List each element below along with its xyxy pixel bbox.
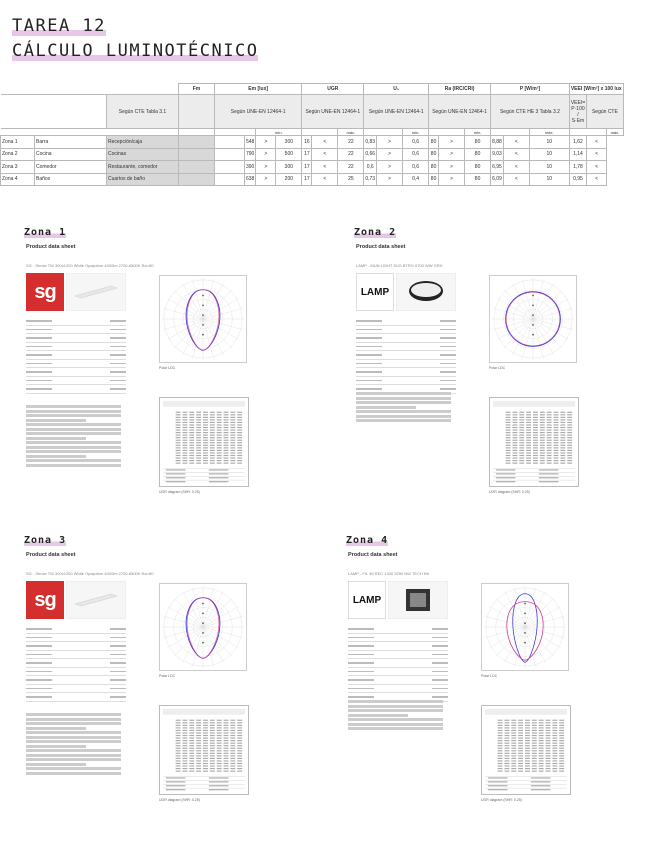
brand-logo: sg <box>26 581 64 619</box>
sub-ugr: máx. <box>338 129 364 136</box>
cell-em-ref: 300 <box>276 161 302 174</box>
ugr-caption: UGR diagram (SHR: 0.25) <box>481 798 522 802</box>
col-em: Em [lux] <box>215 84 302 95</box>
product-name: LAMP - FIL 45 REC 1400 3250 NW TECH BK <box>348 571 430 576</box>
cell-p-ref: 10 <box>529 173 569 186</box>
col-fm: Fm <box>179 84 215 95</box>
cell-ra-op: > <box>439 173 465 186</box>
ugr-diagram <box>489 397 579 487</box>
cell-u0-op: > <box>377 148 403 161</box>
cell-em: 638 <box>245 173 256 186</box>
spec-table <box>26 317 126 394</box>
cell-p: 6,09 <box>491 173 504 186</box>
cell-empty <box>179 136 215 149</box>
cell-p-op: < <box>503 173 529 186</box>
product-image <box>396 273 456 311</box>
cell-u0: 0,66 <box>364 148 377 161</box>
product-image <box>66 273 126 311</box>
cell-ugr-ref: 22 <box>338 161 364 174</box>
cell-ugr-op: < <box>312 136 338 149</box>
ugr-caption: UGR diagram (SHR: 0.25) <box>489 490 530 494</box>
zone-section <box>24 528 324 828</box>
zone-section <box>24 220 324 520</box>
cell-zone: Zona 1 <box>1 136 35 149</box>
zone-title: Zona 2 <box>354 227 397 238</box>
cell-use: Restaurante, comedor <box>107 161 179 174</box>
cell-veei-op: < <box>587 148 607 161</box>
cell-u0: 0,6 <box>364 161 377 174</box>
cell-em: 790 <box>245 148 256 161</box>
spec-table <box>348 625 448 702</box>
polar-caption: Polar LDC <box>159 366 176 370</box>
cell-name: Barra <box>35 136 107 149</box>
cell-em: 390 <box>245 161 256 174</box>
ugr-caption: UGR diagram (SHR: 0.25) <box>159 490 200 494</box>
cell-use: Cuartos de baño <box>107 173 179 186</box>
col-veei: VEEI [W/m²] x 100 lux <box>569 84 623 95</box>
cell-em-op: > <box>256 161 276 174</box>
cell-ugr-ref: 22 <box>338 136 364 149</box>
ugr-caption: UGR diagram (SHR: 0.25) <box>159 798 200 802</box>
polar-ldc-diagram <box>481 583 569 671</box>
cell-p-ref: 10 <box>529 161 569 174</box>
ugr-diagram <box>159 705 249 795</box>
task-subtitle: CÁLCULO LUMINOTÉCNICO <box>12 41 259 61</box>
cell-em-ref: 200 <box>276 173 302 186</box>
cell-zone: Zona 2 <box>1 148 35 161</box>
cell-zone: Zona 4 <box>1 173 35 186</box>
col-ra: Ra (IRC/CRI) <box>429 84 491 95</box>
polar-ldc-diagram <box>159 583 247 671</box>
ref-ra: Según UNE-EN 12464-1 <box>429 95 491 129</box>
polar-ldc-diagram <box>159 275 247 363</box>
cell-veei: 1,62 <box>569 136 586 149</box>
cell-ugr-op: < <box>312 148 338 161</box>
brand-logo: sg <box>26 273 64 311</box>
cell-name: Baños <box>35 173 107 186</box>
task-title: TAREA 12 <box>12 16 106 36</box>
product-name: SG - Sense TW 300x1200 White Opalprism 4000lm 2700-6500K Ra>80 <box>26 571 154 576</box>
table-row <box>1 173 624 186</box>
cell-ra: 80 <box>429 173 439 186</box>
ref-ugr: Según UNE-EN 12464-1 <box>302 95 364 129</box>
cell-ugr-op: < <box>312 161 338 174</box>
cell-ra-ref: 80 <box>465 173 491 186</box>
product-sheet-title: Product data sheet <box>26 244 76 250</box>
lighting-results-table <box>0 83 656 203</box>
polar-caption: Polar LDC <box>489 366 506 370</box>
cell-empty <box>215 136 245 149</box>
cell-u0: 0,83 <box>364 136 377 149</box>
cell-ra: 80 <box>429 148 439 161</box>
cell-zone: Zona 3 <box>1 161 35 174</box>
table-row <box>1 136 624 149</box>
spec-table <box>26 625 126 702</box>
cell-u0-ref: 0,6 <box>403 148 429 161</box>
col-p: P [W/m²] <box>491 84 570 95</box>
description-text <box>356 392 456 424</box>
ref-cte-3-1: Según CTE Tabla 3.1 <box>107 95 179 129</box>
cell-empty <box>179 173 215 186</box>
cell-veei: 1,78 <box>569 161 586 174</box>
cell-veei-op: < <box>587 136 607 149</box>
product-image <box>388 581 448 619</box>
ugr-diagram <box>159 397 249 487</box>
cell-veei: 1,14 <box>569 148 586 161</box>
cell-veei-op: < <box>587 173 607 186</box>
ref-veei: Según CTE <box>587 95 624 129</box>
cell-ra: 80 <box>429 136 439 149</box>
cell-u0-op: > <box>377 173 403 186</box>
cell-u0-ref: 0,4 <box>403 173 429 186</box>
cell-u0-op: > <box>377 136 403 149</box>
cell-ugr-ref: 25 <box>338 173 364 186</box>
cell-ugr-op: < <box>312 173 338 186</box>
table-minmax-row <box>1 129 624 136</box>
cell-veei-op: < <box>587 161 607 174</box>
cell-p-ref: 10 <box>529 148 569 161</box>
zone-title: Zona 4 <box>346 535 389 546</box>
col-ugr: UGR <box>302 84 364 95</box>
brand-logo: LAMP <box>348 581 386 619</box>
cell-ugr: 17 <box>302 148 312 161</box>
product-image <box>66 581 126 619</box>
description-text <box>26 405 126 468</box>
cell-ugr: 17 <box>302 161 312 174</box>
cell-u0-ref: 0,6 <box>403 136 429 149</box>
cell-u0-ref: 0,6 <box>403 161 429 174</box>
cell-ra-ref: 80 <box>465 148 491 161</box>
brand-logo: LAMP <box>356 273 394 311</box>
cell-p: 6,95 <box>491 161 504 174</box>
cell-ra-ref: 80 <box>465 161 491 174</box>
ref-p: Según CTE HE 3 Tabla 3.2 <box>491 95 570 129</box>
table-reference-row <box>1 95 624 129</box>
cell-name: Comedor <box>35 161 107 174</box>
spec-table <box>356 317 456 394</box>
polar-ldc-diagram <box>489 275 577 363</box>
cell-ugr: 16 <box>302 136 312 149</box>
cell-use: Cocinas <box>107 148 179 161</box>
product-sheet-title: Product data sheet <box>26 552 76 558</box>
cell-empty <box>215 148 245 161</box>
cell-u0: 0,73 <box>364 173 377 186</box>
table-header-row <box>1 84 624 95</box>
cell-em-ref: 500 <box>276 148 302 161</box>
cell-ra-ref: 80 <box>465 136 491 149</box>
cell-veei: 0,95 <box>569 173 586 186</box>
product-name: LAMP - MUN LIGHT SUS BTRG 6700 WW GRH <box>356 263 443 268</box>
cell-empty <box>179 161 215 174</box>
cell-em: 548 <box>245 136 256 149</box>
zone-title: Zona 1 <box>24 227 67 238</box>
sub-em: mín. <box>256 129 302 136</box>
col-u0: U₀ <box>364 84 429 95</box>
ugr-diagram <box>481 705 571 795</box>
ref-u0: Según UNE-EN 12464-1 <box>364 95 429 129</box>
description-text <box>26 713 126 776</box>
sub-p: máx. <box>529 129 569 136</box>
cell-em-op: > <box>256 148 276 161</box>
cell-p-op: < <box>503 136 529 149</box>
cell-p-op: < <box>503 148 529 161</box>
zone-title: Zona 3 <box>24 535 67 546</box>
veei-formula: VEEI= P·100 / S·Em <box>569 95 586 129</box>
polar-caption: Polar LDC <box>159 674 176 678</box>
cell-ra: 80 <box>429 161 439 174</box>
polar-caption: Polar LDC <box>481 674 498 678</box>
cell-u0-op: > <box>377 161 403 174</box>
sub-veei: máx. <box>607 129 624 136</box>
cell-p-ref: 10 <box>529 136 569 149</box>
cell-em-ref: 300 <box>276 136 302 149</box>
cell-use: Recepción/caja <box>107 136 179 149</box>
cell-name: Cocina <box>35 148 107 161</box>
zone-section <box>354 220 654 520</box>
cell-p: 8,88 <box>491 136 504 149</box>
cell-ra-op: > <box>439 136 465 149</box>
zone-section <box>346 528 646 828</box>
product-sheet-title: Product data sheet <box>356 244 406 250</box>
cell-ra-op: > <box>439 161 465 174</box>
cell-ugr: 17 <box>302 173 312 186</box>
cell-ra-op: > <box>439 148 465 161</box>
product-sheet-title: Product data sheet <box>348 552 398 558</box>
sub-u0: mín. <box>403 129 429 136</box>
cell-p-op: < <box>503 161 529 174</box>
cell-empty <box>215 161 245 174</box>
cell-em-op: > <box>256 173 276 186</box>
cell-ugr-ref: 22 <box>338 148 364 161</box>
cell-em-op: > <box>256 136 276 149</box>
cell-empty <box>215 173 245 186</box>
cell-empty <box>179 148 215 161</box>
cell-p: 9,03 <box>491 148 504 161</box>
table-row <box>1 161 624 174</box>
product-name: SG - Sense TW 300x1200 White Opalprism 4000lm 2700-6500K Ra>80 <box>26 263 154 268</box>
sub-ra: mín. <box>465 129 491 136</box>
table-row <box>1 148 624 161</box>
ref-em: Según UNE-EN 12464-1 <box>215 95 302 129</box>
description-text <box>348 700 448 732</box>
